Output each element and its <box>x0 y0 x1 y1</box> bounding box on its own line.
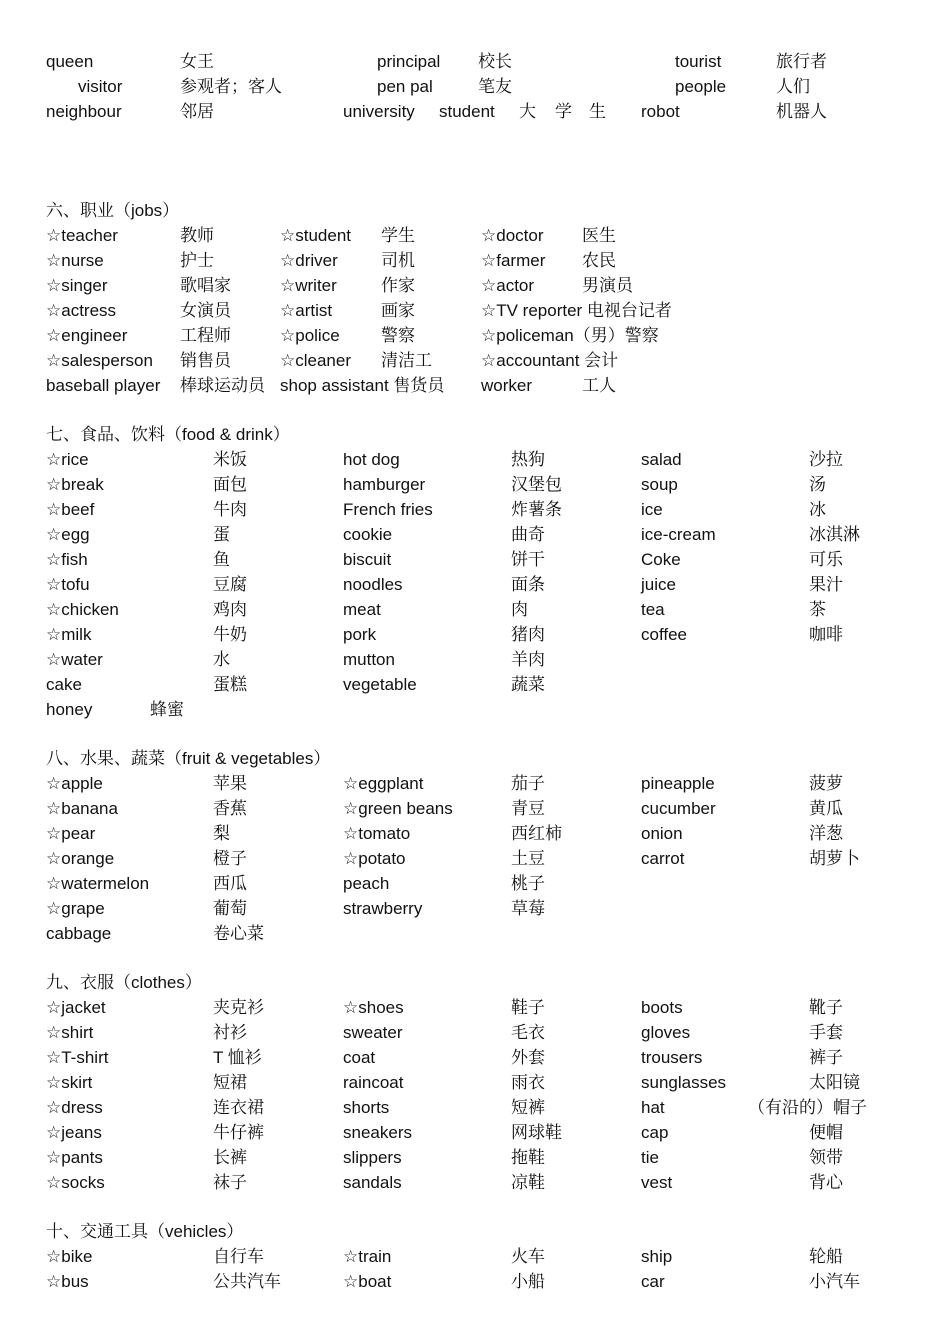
vocab-cell: ☆chicken <box>46 600 119 619</box>
vocab-cell: ☆orange <box>46 849 115 868</box>
vocab-cell: T 恤衫 <box>213 1048 262 1067</box>
vocab-cell: ☆break <box>46 475 104 494</box>
vocab-cell: 工程师 <box>180 326 231 345</box>
vocab-cell: ☆jacket <box>46 998 106 1017</box>
vocab-cell: ☆jeans <box>46 1123 102 1142</box>
vocab-cell: ☆fish <box>46 550 88 569</box>
vocab-cell: 夹克衫 <box>213 998 264 1017</box>
vocab-cell: coat <box>343 1048 376 1067</box>
vocab-cell: cucumber <box>641 799 716 818</box>
vocab-cell: coffee <box>641 625 688 644</box>
vocab-cell: 网球鞋 <box>511 1123 562 1142</box>
vocab-row <box>0 547 950 572</box>
vocab-cell: 连衣裙 <box>213 1098 264 1117</box>
vocab-cell: 炸薯条 <box>511 500 562 519</box>
vocab-cell: 牛奶 <box>213 625 247 644</box>
vocab-cell: student <box>439 102 495 121</box>
vocab-cell: 热狗 <box>511 450 545 469</box>
vocab-cell: onion <box>641 824 683 843</box>
vocab-cell: （有沿的）帽子 <box>748 1098 867 1117</box>
vocab-cell: ice <box>641 500 663 519</box>
vocab-cell: 曲奇 <box>511 525 545 544</box>
vocab-row <box>0 572 950 597</box>
vocab-cell: 背心 <box>809 1173 843 1192</box>
vocab-row <box>0 597 950 622</box>
vocab-cell: cake <box>46 675 82 694</box>
vocab-cell: ☆actress <box>46 301 117 320</box>
vocab-cell: 西瓜 <box>213 874 247 893</box>
vocab-cell: ☆apple <box>46 774 103 793</box>
vocab-row <box>0 223 950 248</box>
vocab-row <box>0 323 950 348</box>
vocab-cell: 作家 <box>381 276 415 295</box>
vocab-cell: ☆nurse <box>46 251 104 270</box>
vocab-cell: queen <box>46 52 94 71</box>
vocab-cell: 太阳镜 <box>809 1073 860 1092</box>
vocab-cell: 饼干 <box>511 550 545 569</box>
vocab-cell: robot <box>641 102 680 121</box>
vocab-cell: 生 <box>589 102 606 121</box>
vocab-cell: ☆boat <box>343 1272 392 1291</box>
vocab-cell: soup <box>641 475 678 494</box>
vocab-cell: 衬衫 <box>213 1023 247 1042</box>
vocab-cell: ☆socks <box>46 1173 105 1192</box>
vocab-cell: 凉鞋 <box>511 1173 545 1192</box>
vocab-row <box>0 1269 950 1294</box>
vocab-cell: trousers <box>641 1048 703 1067</box>
vocab-cell: 米饭 <box>213 450 247 469</box>
vocab-cell: salad <box>641 450 682 469</box>
vocab-cell: 茄子 <box>511 774 545 793</box>
vocab-cell: 沙拉 <box>809 450 843 469</box>
vocab-cell: 苹果 <box>213 774 247 793</box>
vocab-cell: ☆T-shirt <box>46 1048 109 1067</box>
vocab-row <box>0 622 950 647</box>
vocab-cell: sandals <box>343 1173 402 1192</box>
vocab-cell: 清洁工 <box>381 351 432 370</box>
vocab-cell: vest <box>641 1173 673 1192</box>
vocab-cell: pineapple <box>641 774 715 793</box>
vocab-cell: cookie <box>343 525 393 544</box>
vocab-cell: 草莓 <box>511 899 545 918</box>
section-heading <box>0 1219 950 1244</box>
vocab-cell: ☆dress <box>46 1098 103 1117</box>
vocab-cell: noodles <box>343 575 403 594</box>
vocab-cell: hot dog <box>343 450 400 469</box>
vocab-cell: ☆tomato <box>343 824 411 843</box>
vocab-cell: 邻居 <box>180 102 214 121</box>
vocab-row <box>0 373 950 398</box>
vocab-cell: 销售员 <box>180 351 231 370</box>
vocab-row <box>0 497 950 522</box>
vocab-cell: ☆eggplant <box>343 774 424 793</box>
vocab-cell: university <box>343 102 415 121</box>
vocab-cell: principal <box>377 52 441 71</box>
vocab-cell: 鞋子 <box>511 998 545 1017</box>
vocab-cell: 农民 <box>582 251 616 270</box>
vocab-row <box>0 921 950 946</box>
vocab-cell: gloves <box>641 1023 691 1042</box>
vocab-row <box>0 697 950 722</box>
vocab-row <box>0 99 950 124</box>
vocab-cell: 豆腐 <box>213 575 247 594</box>
vocab-cell: 自行车 <box>213 1247 264 1266</box>
vocab-cell: 便帽 <box>809 1123 843 1142</box>
vocab-cell: 汤 <box>809 475 826 494</box>
vocab-cell: 护士 <box>180 251 214 270</box>
vocab-cell: ☆bike <box>46 1247 93 1266</box>
vocab-cell: 卷心菜 <box>213 924 264 943</box>
vocab-cell: 靴子 <box>809 998 843 1017</box>
vocab-cell: ☆banana <box>46 799 118 818</box>
vocab-cell: ☆TV reporter 电视台记者 <box>481 301 672 320</box>
vocab-cell: 果汁 <box>809 575 843 594</box>
vocab-cell: 面条 <box>511 575 545 594</box>
vocab-cell: 胡萝卜 <box>809 849 860 868</box>
vocab-cell: 长裤 <box>213 1148 247 1167</box>
vocab-cell: 机器人 <box>776 102 827 121</box>
vocab-cell: raincoat <box>343 1073 404 1092</box>
vocab-cell: ☆driver <box>280 251 338 270</box>
vocab-row <box>0 896 950 921</box>
vocab-cell: 菠萝 <box>809 774 843 793</box>
vocab-cell: 医生 <box>582 226 616 245</box>
vocab-cell: 香蕉 <box>213 799 247 818</box>
vocab-cell: 短裤 <box>511 1098 545 1117</box>
vocab-cell: ☆egg <box>46 525 90 544</box>
vocab-cell: 牛仔裤 <box>213 1123 264 1142</box>
vocab-cell: Coke <box>641 550 681 569</box>
vocab-cell: shorts <box>343 1098 390 1117</box>
section-heading-text: 六、职业（jobs） <box>46 201 180 220</box>
vocab-cell: 轮船 <box>809 1247 843 1266</box>
vocab-row <box>0 871 950 896</box>
vocab-row <box>0 1244 950 1269</box>
vocab-cell: 汉堡包 <box>511 475 562 494</box>
vocab-cell: 歌唱家 <box>180 276 231 295</box>
vocab-cell: 梨 <box>213 824 230 843</box>
vocab-cell: 水 <box>213 650 230 669</box>
vocab-cell: honey <box>46 700 93 719</box>
vocab-cell: 学生 <box>381 226 415 245</box>
section-heading <box>0 198 950 223</box>
vocab-cell: strawberry <box>343 899 423 918</box>
vocab-cell: ice-cream <box>641 525 716 544</box>
vocab-cell: sneakers <box>343 1123 412 1142</box>
vocab-cell: ☆engineer <box>46 326 128 345</box>
vocab-cell: 洋葱 <box>809 824 843 843</box>
vocab-cell: mutton <box>343 650 395 669</box>
vocab-row <box>0 472 950 497</box>
vocab-cell: ☆teacher <box>46 226 118 245</box>
vocab-cell: worker <box>481 376 533 395</box>
vocab-cell: ☆rice <box>46 450 89 469</box>
vocab-cell: 茶 <box>809 600 826 619</box>
vocab-row <box>0 647 950 672</box>
vocab-cell: ☆accountant 会计 <box>481 351 619 370</box>
vocab-cell: 面包 <box>213 475 247 494</box>
vocab-cell: 橙子 <box>213 849 247 868</box>
vocab-cell: 短裙 <box>213 1073 247 1092</box>
vocab-row <box>0 348 950 373</box>
vocab-cell: 猪肉 <box>511 625 545 644</box>
vocab-cell: shop assistant 售货员 <box>280 376 445 395</box>
vocab-cell: ☆pants <box>46 1148 103 1167</box>
vocab-cell: people <box>675 77 727 96</box>
vocab-cell: neighbour <box>46 102 122 121</box>
vocab-cell: sweater <box>343 1023 403 1042</box>
vocab-cell: 工人 <box>582 376 616 395</box>
vocab-cell: 大 <box>519 102 536 121</box>
vocab-cell: 小汽车 <box>809 1272 860 1291</box>
vocab-cell: hat <box>641 1098 665 1117</box>
vocab-row <box>0 1095 950 1120</box>
vocab-cell: 小船 <box>511 1272 545 1291</box>
vocab-cell: 外套 <box>511 1048 545 1067</box>
section-heading-text: 八、水果、蔬菜（fruit & vegetables） <box>46 749 331 768</box>
vocab-cell: ☆student <box>280 226 352 245</box>
vocab-cell: ☆green beans <box>343 799 453 818</box>
vocab-row <box>0 1145 950 1170</box>
vocab-cell: slippers <box>343 1148 402 1167</box>
section-heading-text: 七、食品、饮料（food & drink） <box>46 425 290 444</box>
vocab-cell: car <box>641 1272 665 1291</box>
vocab-cell: 画家 <box>381 301 415 320</box>
vocab-cell: peach <box>343 874 390 893</box>
vocab-cell: 蔬菜 <box>511 675 545 694</box>
vocab-cell: 青豆 <box>511 799 545 818</box>
vocab-cell: ☆bus <box>46 1272 89 1291</box>
vocab-row <box>0 995 950 1020</box>
vocab-cell: ☆grape <box>46 899 105 918</box>
vocab-cell: French fries <box>343 500 433 519</box>
vocab-cell: 肉 <box>511 600 528 619</box>
vocab-cell: ☆actor <box>481 276 535 295</box>
vocab-cell: ☆train <box>343 1247 392 1266</box>
section-heading <box>0 970 950 995</box>
vocab-cell: 蜂蜜 <box>150 700 184 719</box>
vocab-cell: juice <box>641 575 676 594</box>
vocab-cell: 蛋糕 <box>213 675 247 694</box>
vocab-cell: 土豆 <box>511 849 545 868</box>
vocab-cell: 警察 <box>381 326 415 345</box>
vocab-row <box>0 1045 950 1070</box>
vocab-cell: meat <box>343 600 381 619</box>
vocab-row <box>0 846 950 871</box>
vocab-cell: 手套 <box>809 1023 843 1042</box>
vocab-cell: 女演员 <box>180 301 231 320</box>
vocab-cell: boots <box>641 998 683 1017</box>
vocab-row <box>0 248 950 273</box>
vocab-cell: 拖鞋 <box>511 1148 545 1167</box>
vocab-row <box>0 672 950 697</box>
vocab-cell: 女王 <box>180 52 214 71</box>
vocab-row <box>0 447 950 472</box>
vocab-cell: ☆milk <box>46 625 92 644</box>
vocab-cell: 裤子 <box>809 1048 843 1067</box>
vocab-cell: 冰淇淋 <box>809 525 860 544</box>
vocab-cell: ☆singer <box>46 276 108 295</box>
vocab-cell: ☆tofu <box>46 575 90 594</box>
vocab-cell: 火车 <box>511 1247 545 1266</box>
section-heading-text: 十、交通工具（vehicles） <box>46 1222 244 1241</box>
vocab-cell: 公共汽车 <box>213 1272 281 1291</box>
vocab-cell: 袜子 <box>213 1173 247 1192</box>
vocab-cell: ☆shoes <box>343 998 404 1017</box>
vocab-row <box>0 74 950 99</box>
vocab-cell: 领带 <box>809 1148 843 1167</box>
vocab-row <box>0 796 950 821</box>
vocab-cell: 男演员 <box>582 276 633 295</box>
vocab-row <box>0 298 950 323</box>
vocab-cell: 冰 <box>809 500 826 519</box>
vocab-cell: 可乐 <box>809 550 843 569</box>
vocab-row <box>0 522 950 547</box>
vocab-row <box>0 771 950 796</box>
vocab-cell: 棒球运动员 <box>180 376 265 395</box>
vocab-cell: baseball player <box>46 376 161 395</box>
vocab-cell: 鸡肉 <box>213 600 247 619</box>
vocab-cell: 旅行者 <box>776 52 827 71</box>
vocab-cell: 笔友 <box>478 77 512 96</box>
vocab-cell: 蛋 <box>213 525 230 544</box>
vocab-cell: ☆pear <box>46 824 96 843</box>
section-heading-text: 九、衣服（clothes） <box>46 973 202 992</box>
vocab-cell: 教师 <box>180 226 214 245</box>
vocab-cell: vegetable <box>343 675 417 694</box>
vocab-cell: 咖啡 <box>809 625 843 644</box>
vocab-row <box>0 821 950 846</box>
vocab-cell: ☆policeman（男）警察 <box>481 326 659 345</box>
vocab-cell: 校长 <box>478 52 512 71</box>
vocab-cell: ☆beef <box>46 500 95 519</box>
vocab-cell: cabbage <box>46 924 112 943</box>
vocab-cell: tie <box>641 1148 659 1167</box>
vocab-cell: ☆skirt <box>46 1073 93 1092</box>
vocab-cell: hamburger <box>343 475 426 494</box>
vocab-cell: 羊肉 <box>511 650 545 669</box>
vocab-cell: ☆farmer <box>481 251 546 270</box>
vocab-cell: 鱼 <box>213 550 230 569</box>
vocab-cell: 牛肉 <box>213 500 247 519</box>
vocab-cell: ☆police <box>280 326 340 345</box>
vocab-cell: 人们 <box>776 77 810 96</box>
vocab-cell: visitor <box>78 77 123 96</box>
vocab-cell: 雨衣 <box>511 1073 545 1092</box>
vocab-cell: ☆potato <box>343 849 406 868</box>
vocab-cell: ☆shirt <box>46 1023 94 1042</box>
vocab-cell: ☆water <box>46 650 103 669</box>
vocab-cell: carrot <box>641 849 685 868</box>
vocab-cell: ☆cleaner <box>280 351 351 370</box>
vocab-cell: 桃子 <box>511 874 545 893</box>
vocab-row <box>0 273 950 298</box>
section-heading <box>0 746 950 771</box>
vocab-cell: 西红柿 <box>511 824 562 843</box>
vocab-cell: 参观者；客人 <box>180 77 282 96</box>
vocab-cell: 黄瓜 <box>809 799 843 818</box>
vocab-cell: tourist <box>675 52 722 71</box>
vocab-cell: 司机 <box>381 251 415 270</box>
vocab-cell: 毛衣 <box>511 1023 545 1042</box>
vocab-cell: 学 <box>555 102 572 121</box>
vocab-cell: 葡萄 <box>213 899 247 918</box>
section-heading <box>0 422 950 447</box>
vocab-row <box>0 1070 950 1095</box>
vocab-row <box>0 1120 950 1145</box>
vocab-row <box>0 1170 950 1195</box>
vocab-cell: ☆watermelon <box>46 874 150 893</box>
vocab-row <box>0 49 950 74</box>
vocab-cell: ☆writer <box>280 276 337 295</box>
vocab-cell: ☆artist <box>280 301 333 320</box>
vocab-cell: tea <box>641 600 665 619</box>
vocab-cell: ☆doctor <box>481 226 544 245</box>
vocab-cell: pen pal <box>377 77 433 96</box>
vocab-cell: ☆salesperson <box>46 351 153 370</box>
vocab-row <box>0 1020 950 1045</box>
vocab-cell: biscuit <box>343 550 392 569</box>
vocab-cell: ship <box>641 1247 673 1266</box>
vocab-cell: pork <box>343 625 377 644</box>
vocab-cell: cap <box>641 1123 669 1142</box>
vocab-cell: sunglasses <box>641 1073 727 1092</box>
